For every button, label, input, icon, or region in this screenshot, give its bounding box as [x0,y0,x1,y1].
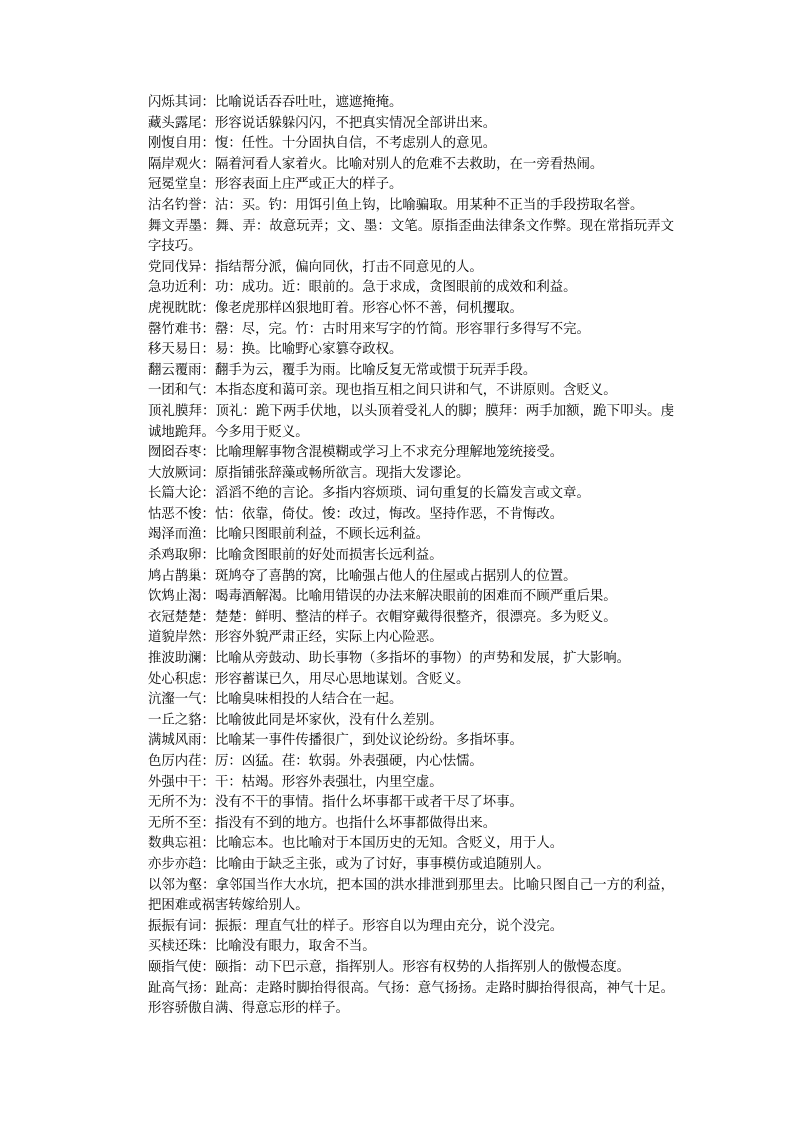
idiom-entry: 饮鸩止渴：喝毒酒解渴。比喻用错误的办法来解决眼前的困难而不顾严重后果。 [148,589,617,605]
idiom-entry: 鸠占鹊巢：斑鸠夺了喜鹊的窝，比喻强占他人的住屋或占据别人的位置。 [148,568,577,584]
idiom-entry: 衣冠楚楚：楚楚：鲜明、整洁的样子。衣帽穿戴得很整齐，很漂亮。多为贬义。 [148,609,617,625]
idiom-entry: 趾高气扬：趾高：走路时脚抬得很高。气扬：意气扬扬。走路时脚抬得很高，神气十足。形容骄傲自满、得意忘形的样子。 [148,980,674,1017]
idiom-entry: 闪烁其词：比喻说话吞吞吐吐，遮遮掩掩。 [148,95,403,110]
idiom-list [148,93,674,1020]
idiom-entry: 冠冕堂皇：形容表面上庄严或正大的样子。 [148,177,403,193]
idiom-entry: 道貌岸然：形容外貌严肃正经，实际上内心险恶。 [148,630,443,646]
idiom-entry: 数典忘祖：比喻忘本。也比喻对于本国历史的无知。含贬义，用于人。 [148,836,564,852]
idiom-entry: 顶礼膜拜：顶礼：跪下两手伏地，以头顶着受礼人的脚；膜拜：两手加额，跪下叩头。虔诚地跪拜。今多用于贬义。 [148,403,674,440]
idiom-entry: 囫囵吞枣：比喻理解事物含混模糊或学习上不求充分理解地笼统接受。 [148,445,564,461]
idiom-entry: 杀鸡取卵：比喻贪图眼前的好处而损害长远利益。 [148,548,443,564]
idiom-entry: 满城风雨：比喻某一事件传播很广，到处议论纷纷。多指坏事。 [148,733,523,749]
idiom-entry: 隔岸观火：隔着河看人家着火。比喻对别人的危难不去救助，在一旁看热闹。 [148,156,604,172]
idiom-entry: 一丘之貉：比喻彼此同是坏家伙，没有什么差别。 [148,712,443,728]
idiom-entry: 沽名钓誉：沽：买。钓：用饵引鱼上钩，比喻骗取。用某种不正当的手段捞取名誉。 [148,197,644,213]
idiom-entry: 大放厥词：原指铺张辞藻或畅所欲言。现指大发谬论。 [148,465,470,481]
idiom-entry: 罄竹难书：罄：尽，完。竹：古时用来写字的竹简。形容罪行多得写不完。 [148,321,590,337]
idiom-entry: 振振有词：振振：理直气壮的样子。形容自以为理由充分，说个没完。 [148,918,564,934]
idiom-entry: 无所不至：指没有不到的地方。也指什么坏事都做得出来。 [148,815,497,831]
idiom-entry: 虎视眈眈：像老虎那样凶狠地盯着。形容心怀不善，伺机攫取。 [148,300,523,316]
idiom-entry: 无所不为：没有不干的事情。指什么坏事都干或者干尽了坏事。 [148,795,523,811]
idiom-entry: 一团和气：本指态度和蔼可亲。现也指互相之间只讲和气，不讲原则。含贬义。 [148,383,617,399]
idiom-entry: 推波助澜：比喻从旁鼓动、助长事物（多指坏的事物）的声势和发展，扩大影响。 [148,651,631,667]
idiom-entry: 翻云覆雨：翻手为云，覆手为雨。比喻反复无常或惯于玩弄手段。 [148,362,537,378]
idiom-entry: 移天易日：易：换。比喻野心家篡夺政权。 [148,342,403,358]
idiom-entry: 颐指气使：颐指：动下巴示意，指挥别人。形容有权势的人指挥别人的傲慢态度。 [148,959,631,975]
idiom-entry: 党同伐异：指结帮分派，偏向同伙，打击不同意见的人。 [148,259,483,275]
idiom-entry: 沆瀣一气：比喻臭味相投的人结合在一起。 [148,692,403,708]
idiom-entry: 外强中干：干：枯竭。形容外表强壮，内里空虚。 [148,774,443,790]
idiom-entry: 长篇大论：滔滔不绝的言论。多指内容烦琐、词句重复的长篇发言或文章。 [148,486,590,502]
idiom-entry: 急功近利：功：成功。近：眼前的。急于求成，贪图眼前的成效和利益。 [148,280,577,296]
idiom-entry: 藏头露尾：形容说话躲躲闪闪，不把真实情况全部讲出来。 [148,115,497,131]
idiom-entry: 刚愎自用：愎：任性。十分固执自信，不考虑别人的意见。 [148,136,497,152]
idiom-entry: 色厉内荏：厉：凶猛。荏：软弱。外表强硬，内心怯懦。 [148,754,483,769]
idiom-entry: 以邻为壑：拿邻国当作大水坑，把本国的洪水排泄到那里去。比喻只图自己一方的利益，把困难或祸害转嫁给别人。 [148,877,674,914]
idiom-entry: 亦步亦趋：比喻由于缺乏主张，或为了讨好，事事模仿或追随别人。 [148,856,550,872]
idiom-entry: 怙恶不悛：怙：依靠，倚仗。悛：改过，悔改。坚持作恶，不肯悔改。 [148,506,564,522]
idiom-entry: 竭泽而渔：比喻只图眼前利益，不顾长远利益。 [148,527,430,543]
idiom-entry: 买椟还珠：比喻没有眼力，取舍不当。 [148,939,376,955]
idiom-entry: 舞文弄墨：舞、弄：故意玩弄；文、墨：文笔。原指歪曲法律条文作弊。现在常指玩弄文字技巧。 [148,218,674,255]
idiom-entry: 处心积虑：形容蓄谋已久，用尽心思地谋划。含贬义。 [148,671,470,687]
